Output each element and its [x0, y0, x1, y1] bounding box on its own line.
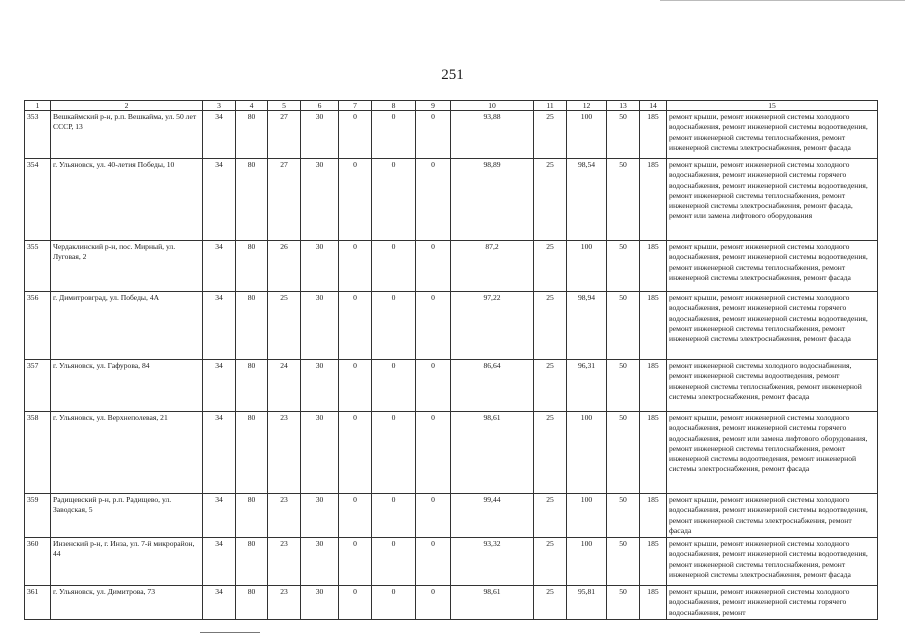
value-cell: 185 [640, 586, 667, 620]
value-cell: 0 [339, 412, 372, 494]
value-cell: 34 [203, 111, 236, 159]
value-cell: 185 [640, 241, 667, 292]
column-header: 4 [236, 101, 268, 111]
row-number: 354 [25, 159, 51, 241]
value-cell: 80 [236, 538, 268, 586]
value-cell: 25 [534, 412, 567, 494]
column-header: 6 [301, 101, 339, 111]
value-cell: 23 [268, 586, 301, 620]
address-cell: г. Ульяновск, ул. 40-летия Победы, 10 [51, 159, 203, 241]
value-cell: 50 [607, 586, 640, 620]
value-cell: 27 [268, 111, 301, 159]
value-cell: 0 [416, 241, 451, 292]
row-number: 358 [25, 412, 51, 494]
value-cell: 34 [203, 159, 236, 241]
value-cell: 25 [534, 292, 567, 360]
repair-program-table [24, 100, 878, 620]
value-cell: 0 [372, 412, 416, 494]
value-cell: 98,54 [567, 159, 607, 241]
value-cell: 93,32 [451, 538, 534, 586]
value-cell: 0 [339, 159, 372, 241]
table-row [25, 241, 878, 292]
works-cell: ремонт крыши, ремонт инженерной системы холодного водоснабжения, ремонт инженерной системы водоотведения, ремонт инженерной системы электроснабжения, ремонт фасада [667, 494, 878, 538]
table-row [25, 412, 878, 494]
value-cell: 0 [339, 538, 372, 586]
table-row [25, 111, 878, 159]
address-cell: Чердаклинский р-н, пос. Мирный, ул. Луговая, 2 [51, 241, 203, 292]
works-cell: ремонт крыши, ремонт инженерной системы холодного водоснабжения, ремонт инженерной системы горячего водоснабжения, ремонт или замена лифтового оборудования, ремонт инженерной системы теплоснабжения, ремонт инженерной системы водоотведения, ремонт инженерной системы электроснабжения, ремонт фасада [667, 412, 878, 494]
address-cell: Инзенский р-н, г. Инза, ул. 7-й микрорайон, 44 [51, 538, 203, 586]
value-cell: 80 [236, 494, 268, 538]
value-cell: 30 [301, 360, 339, 412]
value-cell: 0 [416, 412, 451, 494]
column-header: 13 [607, 101, 640, 111]
address-cell: г. Ульяновск, ул. Димитрова, 73 [51, 586, 203, 620]
row-number: 356 [25, 292, 51, 360]
column-header: 8 [372, 101, 416, 111]
value-cell: 0 [372, 292, 416, 360]
value-cell: 80 [236, 360, 268, 412]
value-cell: 93,88 [451, 111, 534, 159]
column-header: 2 [51, 101, 203, 111]
value-cell: 30 [301, 538, 339, 586]
value-cell: 34 [203, 494, 236, 538]
value-cell: 80 [236, 241, 268, 292]
column-header: 9 [416, 101, 451, 111]
value-cell: 30 [301, 412, 339, 494]
value-cell: 185 [640, 111, 667, 159]
value-cell: 100 [567, 494, 607, 538]
value-cell: 0 [372, 241, 416, 292]
table-row [25, 159, 878, 241]
column-header: 1 [25, 101, 51, 111]
value-cell: 98,94 [567, 292, 607, 360]
value-cell: 24 [268, 360, 301, 412]
value-cell: 25 [534, 494, 567, 538]
value-cell: 25 [534, 111, 567, 159]
value-cell: 0 [339, 111, 372, 159]
value-cell: 0 [339, 360, 372, 412]
value-cell: 50 [607, 494, 640, 538]
table-row [25, 360, 878, 412]
row-number: 360 [25, 538, 51, 586]
works-cell: ремонт крыши, ремонт инженерной системы холодного водоснабжения, ремонт инженерной системы горячего водоснабжения, ремонт инженерной системы водоотведения, ремонт инженерной системы теплоснабжения, ремонт инженерной системы электроснабжения, ремонт фасада, ремонт или замена лифтового оборудования [667, 159, 878, 241]
value-cell: 0 [372, 360, 416, 412]
works-cell: ремонт крыши, ремонт инженерной системы холодного водоснабжения, ремонт инженерной системы горячего водоснабжения, ремонт [667, 586, 878, 620]
value-cell: 25 [268, 292, 301, 360]
value-cell: 99,44 [451, 494, 534, 538]
value-cell: 0 [416, 292, 451, 360]
address-cell: г. Ульяновск, ул. Верхнеполевая, 21 [51, 412, 203, 494]
column-header: 11 [534, 101, 567, 111]
row-number: 355 [25, 241, 51, 292]
value-cell: 0 [339, 494, 372, 538]
value-cell: 0 [372, 586, 416, 620]
row-number: 353 [25, 111, 51, 159]
value-cell: 95,81 [567, 586, 607, 620]
value-cell: 80 [236, 159, 268, 241]
value-cell: 0 [416, 111, 451, 159]
value-cell: 50 [607, 360, 640, 412]
value-cell: 30 [301, 241, 339, 292]
value-cell: 34 [203, 360, 236, 412]
column-header: 10 [451, 101, 534, 111]
value-cell: 185 [640, 412, 667, 494]
value-cell: 30 [301, 586, 339, 620]
works-cell: ремонт крыши, ремонт инженерной системы холодного водоснабжения, ремонт инженерной системы водоотведения, ремонт инженерной системы теплоснабжения, ремонт инженерной системы электроснабжения, ремонт фасада [667, 538, 878, 586]
value-cell: 86,64 [451, 360, 534, 412]
value-cell: 25 [534, 586, 567, 620]
value-cell: 0 [372, 538, 416, 586]
value-cell: 30 [301, 159, 339, 241]
value-cell: 100 [567, 111, 607, 159]
value-cell: 80 [236, 412, 268, 494]
value-cell: 0 [372, 159, 416, 241]
value-cell: 100 [567, 412, 607, 494]
value-cell: 50 [607, 159, 640, 241]
table-row [25, 494, 878, 538]
value-cell: 50 [607, 538, 640, 586]
table-body [25, 111, 878, 620]
value-cell: 50 [607, 292, 640, 360]
value-cell: 25 [534, 538, 567, 586]
value-cell: 34 [203, 586, 236, 620]
column-header: 14 [640, 101, 667, 111]
address-cell: г. Димитровград, ул. Победы, 4А [51, 292, 203, 360]
value-cell: 50 [607, 111, 640, 159]
value-cell: 34 [203, 538, 236, 586]
table-row [25, 586, 878, 620]
value-cell: 34 [203, 412, 236, 494]
column-header: 12 [567, 101, 607, 111]
value-cell: 185 [640, 292, 667, 360]
value-cell: 50 [607, 241, 640, 292]
column-header: 5 [268, 101, 301, 111]
address-cell: Вешкаймский р-н, р.п. Вешкайма, ул. 50 лет СССР, 13 [51, 111, 203, 159]
value-cell: 98,89 [451, 159, 534, 241]
value-cell: 100 [567, 241, 607, 292]
value-cell: 0 [416, 538, 451, 586]
value-cell: 27 [268, 159, 301, 241]
value-cell: 26 [268, 241, 301, 292]
footer-rule [200, 632, 260, 633]
value-cell: 50 [607, 412, 640, 494]
column-header: 7 [339, 101, 372, 111]
works-cell: ремонт инженерной системы холодного водоснабжения, ремонт инженерной системы водоотведения, ремонт инженерной системы теплоснабжения, ремонт инженерной системы электроснабжения, ремонт фасада [667, 360, 878, 412]
column-header: 3 [203, 101, 236, 111]
value-cell: 98,61 [451, 586, 534, 620]
value-cell: 0 [339, 241, 372, 292]
value-cell: 34 [203, 292, 236, 360]
row-number: 359 [25, 494, 51, 538]
row-number: 361 [25, 586, 51, 620]
works-cell: ремонт крыши, ремонт инженерной системы холодного водоснабжения, ремонт инженерной системы водоотведения, ремонт инженерной системы теплоснабжения, ремонт инженерной системы электроснабжения, ремонт фасада [667, 241, 878, 292]
works-cell: ремонт крыши, ремонт инженерной системы холодного водоснабжения, ремонт инженерной системы водоотведения, ремонт инженерной системы теплоснабжения, ремонт инженерной системы электроснабжения, ремонт фасада [667, 111, 878, 159]
value-cell: 25 [534, 360, 567, 412]
column-header: 15 [667, 101, 878, 111]
value-cell: 0 [416, 494, 451, 538]
value-cell: 98,61 [451, 412, 534, 494]
value-cell: 23 [268, 538, 301, 586]
value-cell: 185 [640, 494, 667, 538]
value-cell: 25 [534, 159, 567, 241]
works-cell: ремонт крыши, ремонт инженерной системы холодного водоснабжения, ремонт инженерной системы горячего водоснабжения, ремонт инженерной системы водоотведения, ремонт инженерной системы теплоснабжения, ремонт инженерной системы электроснабжения, ремонт фасада [667, 292, 878, 360]
value-cell: 97,22 [451, 292, 534, 360]
value-cell: 30 [301, 292, 339, 360]
value-cell: 185 [640, 538, 667, 586]
value-cell: 80 [236, 586, 268, 620]
value-cell: 185 [640, 159, 667, 241]
value-cell: 80 [236, 292, 268, 360]
value-cell: 30 [301, 494, 339, 538]
table-row [25, 292, 878, 360]
table-row [25, 538, 878, 586]
value-cell: 80 [236, 111, 268, 159]
value-cell: 0 [416, 360, 451, 412]
value-cell: 30 [301, 111, 339, 159]
value-cell: 96,31 [567, 360, 607, 412]
value-cell: 0 [416, 159, 451, 241]
address-cell: г. Ульяновск, ул. Гафурова, 84 [51, 360, 203, 412]
value-cell: 0 [416, 586, 451, 620]
value-cell: 87,2 [451, 241, 534, 292]
value-cell: 0 [372, 494, 416, 538]
row-number: 357 [25, 360, 51, 412]
value-cell: 100 [567, 538, 607, 586]
value-cell: 0 [339, 292, 372, 360]
value-cell: 0 [339, 586, 372, 620]
value-cell: 185 [640, 360, 667, 412]
page-top-edge-line [660, 0, 905, 1]
value-cell: 34 [203, 241, 236, 292]
table-header-row [25, 101, 878, 111]
value-cell: 23 [268, 412, 301, 494]
value-cell: 23 [268, 494, 301, 538]
page-number: 251 [441, 67, 464, 83]
address-cell: Радищевский р-н, р.п. Радищево, ул. Заводская, 5 [51, 494, 203, 538]
value-cell: 0 [372, 111, 416, 159]
value-cell: 25 [534, 241, 567, 292]
